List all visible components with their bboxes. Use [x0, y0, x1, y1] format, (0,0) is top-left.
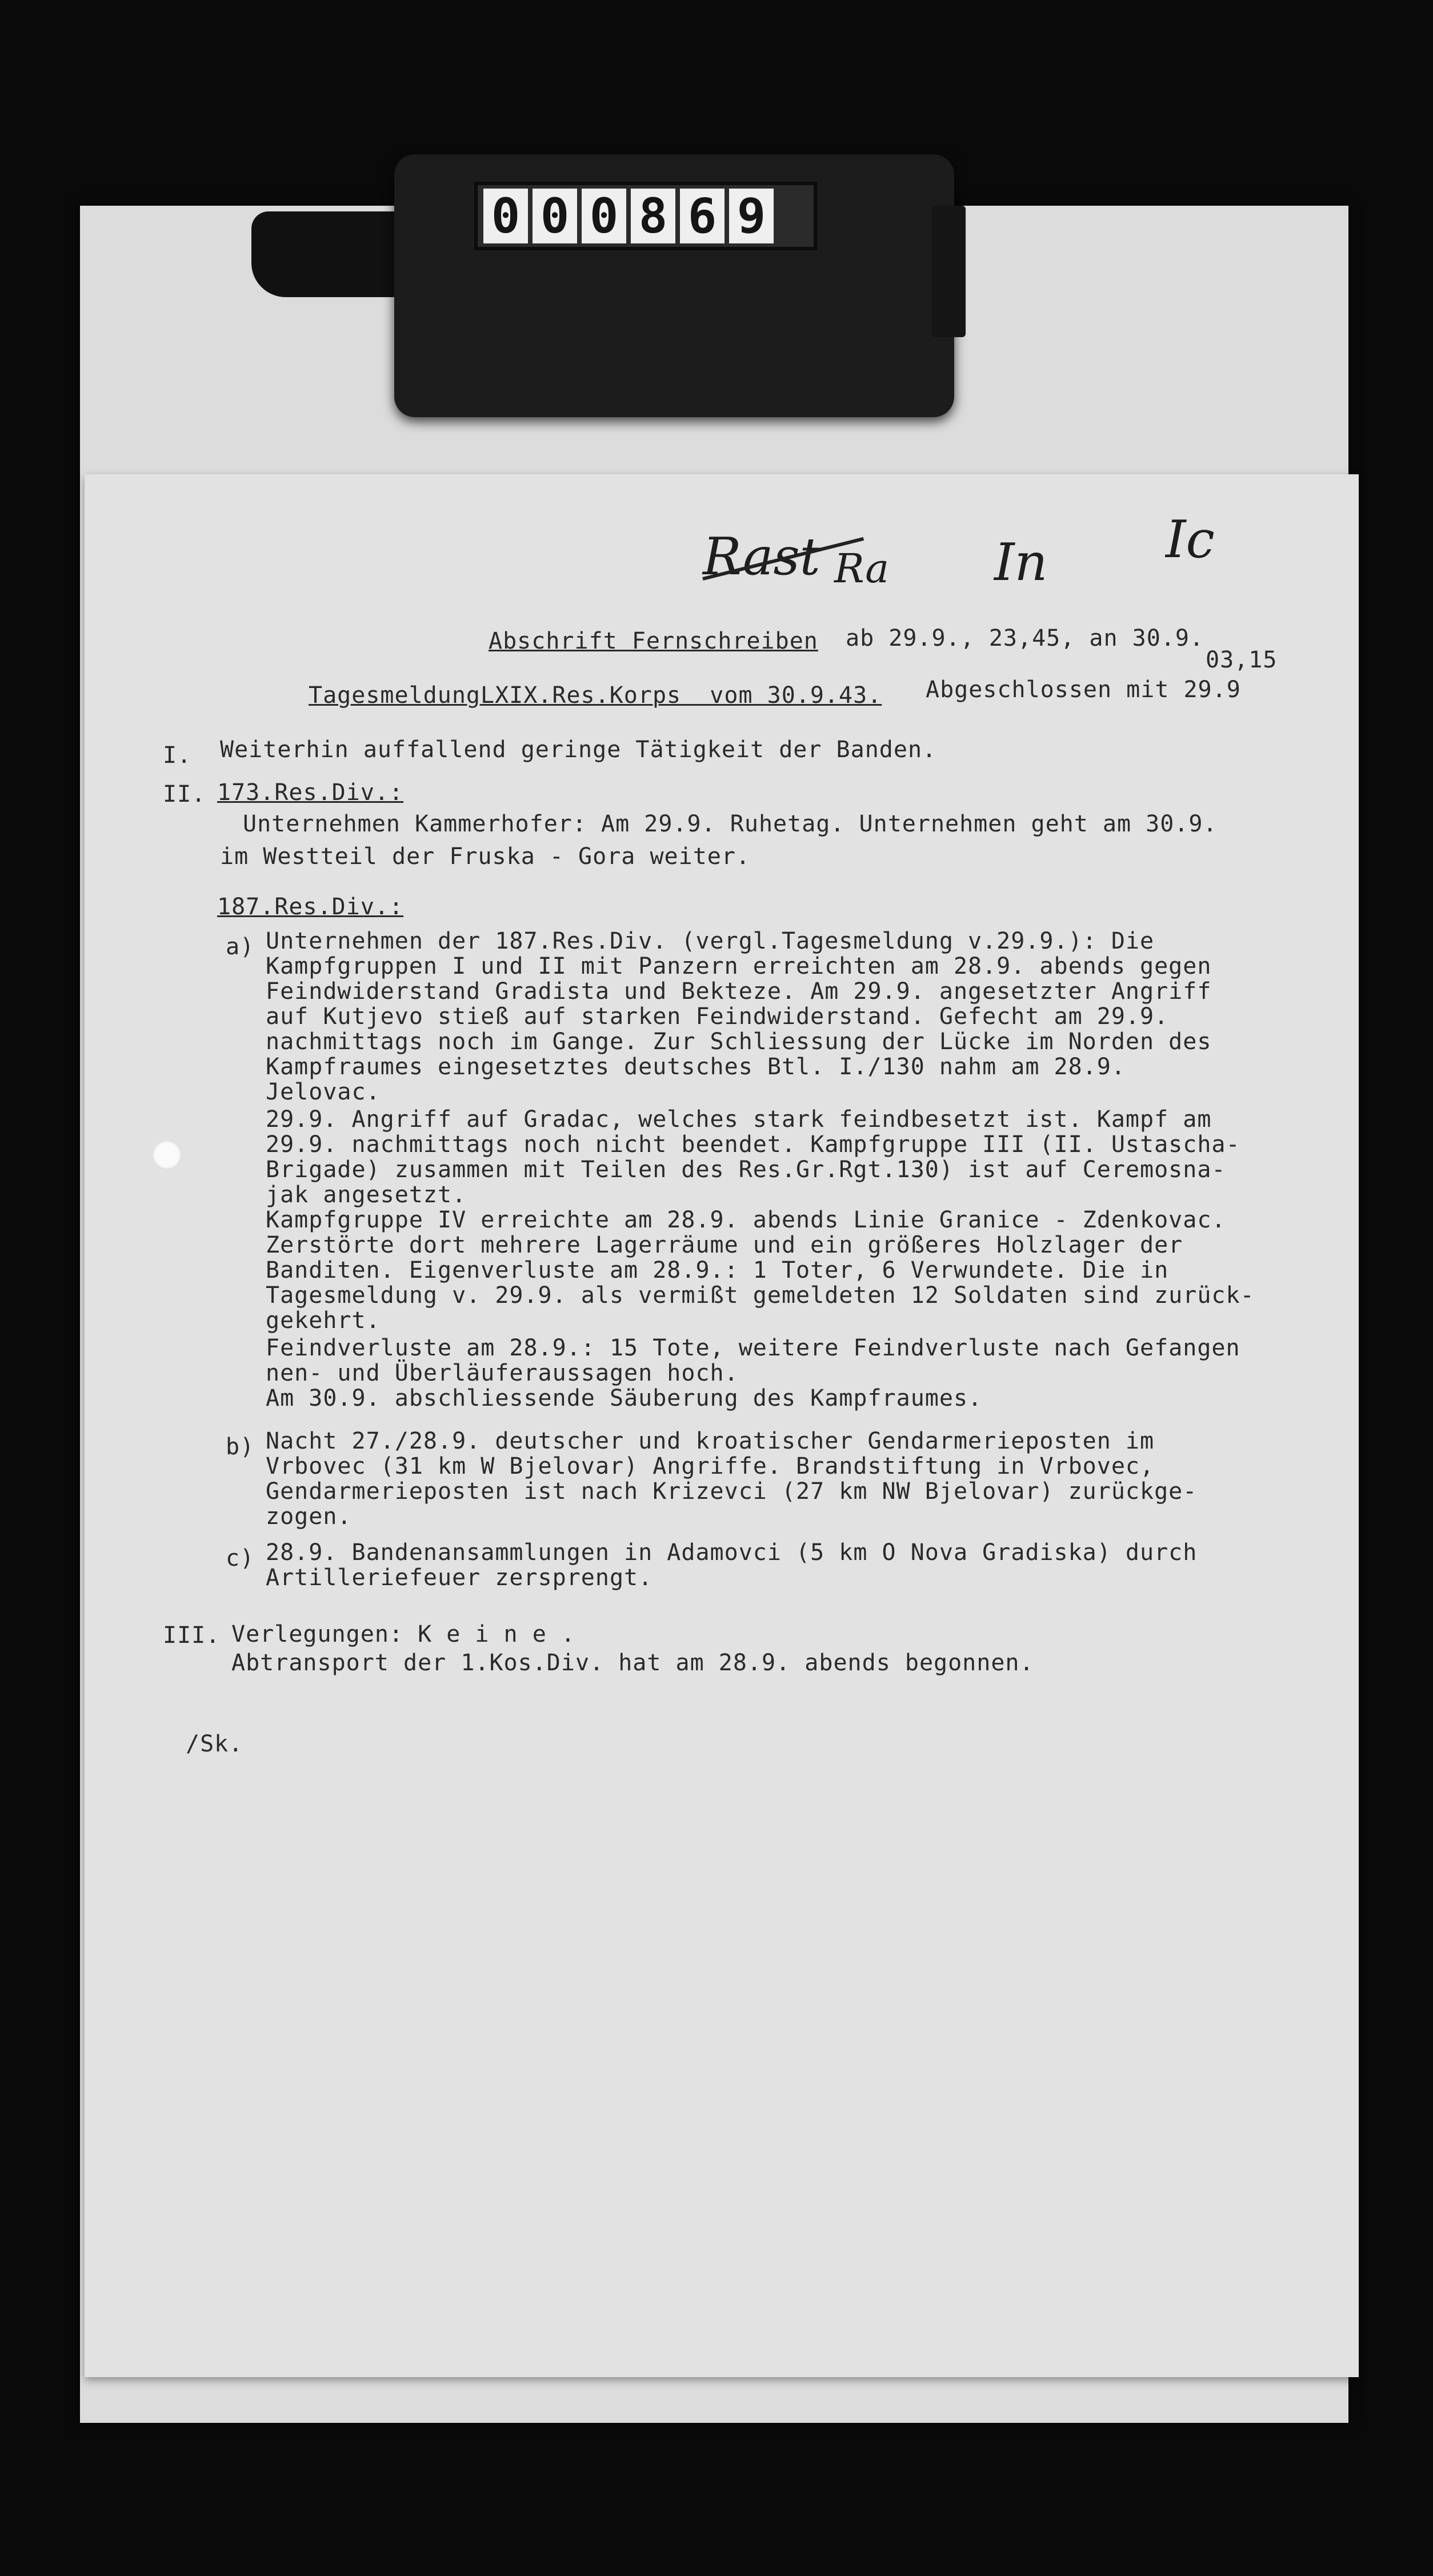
paragraph-line: Zerstörte dort mehrere Lagerräume und ein größeres Holzlager der — [266, 1232, 1183, 1258]
paragraph-line: Gendarmerieposten ist nach Krizevci (27 km NW Bjelovar) zurückge- — [266, 1478, 1198, 1505]
paragraph-line: Am 30.9. abschliessende Säuberung des Kampfraumes. — [266, 1385, 983, 1411]
typist-initials: /Sk. — [186, 1731, 243, 1757]
paragraph-line: Unternehmen Kammerhofer: Am 29.9. Ruhetag. Unternehmen geht am 30.9. — [243, 811, 1218, 837]
section-number: III. — [163, 1622, 221, 1649]
item-label: a) — [226, 934, 255, 960]
paragraph-line: 29.9. Angriff auf Gradac, welches stark feindbesetzt ist. Kampf am — [266, 1106, 1212, 1133]
handwritten-ic-mark: Ic — [1166, 510, 1215, 570]
report-subtitle: TagesmeldungLXIX.Res.Korps vom 30.9.43. — [309, 682, 882, 709]
paragraph-line: Unternehmen der 187.Res.Div. (vergl.Tagesmeldung v.29.9.): Die — [266, 928, 1155, 954]
paragraph-line: Kampfraumes eingesetztes deutsches Btl. I./130 nahm am 28.9. — [266, 1054, 1140, 1080]
paragraph-line: Banditen. Eigenverluste am 28.9.: 1 Toter, 6 Verwundete. Die in — [266, 1257, 1169, 1283]
section-text: Weiterhin auffallend geringe Tätigkeit der Banden. — [220, 737, 937, 763]
paragraph-line: Feindwiderstand Gradista und Bekteze. Am 29.9. angesetzter Angriff — [266, 978, 1212, 1005]
paragraph-line: nen- und Überläuferaussagen hoch. — [266, 1360, 739, 1386]
paragraph-line: im Westteil der Fruska - Gora weiter. — [220, 843, 751, 870]
paragraph-line: Brigade) zusammen mit Teilen des Res.Gr.Rgt.130) ist auf Ceremosna- — [266, 1157, 1226, 1183]
paragraph-line: zogen. — [266, 1503, 352, 1530]
paragraph-line: gekehrt. — [266, 1307, 381, 1334]
paragraph-line: jak angesetzt. — [266, 1182, 467, 1208]
counter-digit: 0 — [483, 189, 528, 243]
paragraph-line: 28.9. Bandenansammlungen in Adamovci (5 km O Nova Gradiska) durch — [266, 1539, 1198, 1566]
paragraph-line: 29.9. nachmittags noch nicht beendet. Kampfgruppe III (II. Ustascha- — [266, 1131, 1240, 1158]
section-number: II. — [163, 781, 206, 807]
report-closing-note: Abgeschlossen mit 29.9 — [926, 677, 1241, 703]
counter-digit: 8 — [631, 189, 675, 243]
paragraph-line: Feindverluste am 28.9.: 15 Tote, weitere Feindverluste nach Gefangen — [266, 1335, 1240, 1361]
paragraph-line: Jelovac. — [266, 1079, 381, 1105]
document-title: Abschrift Fernschreiben — [489, 628, 818, 654]
counter-digit: 0 — [533, 189, 577, 243]
paragraph-line: Nacht 27./28.9. deutscher und kroatischer Gendarmerieposten im — [266, 1428, 1155, 1454]
paragraph-line: nachmittags noch im Gange. Zur Schliessung der Lücke im Norden des — [266, 1029, 1212, 1055]
section-number: I. — [163, 742, 192, 769]
transmission-time-end: 03,15 — [1206, 647, 1278, 673]
counter-digit: 0 — [582, 189, 626, 243]
paragraph-line: Artilleriefeuer zersprengt. — [266, 1565, 653, 1591]
counter-bracket — [931, 206, 966, 337]
paragraph-line: Abtransport der 1.Kos.Div. hat am 28.9. abends begonnen. — [231, 1650, 1034, 1676]
paragraph-line: Vrbovec (31 km W Bjelovar) Angriffe. Brandstiftung in Vrbovec, — [266, 1453, 1155, 1479]
paragraph-line: Kampfgruppe IV erreichte am 28.9. abends Linie Granice - Zdenkovac. — [266, 1207, 1226, 1233]
handwritten-word: Ra — [834, 545, 890, 592]
section-heading: Verlegungen: K e i n e . — [231, 1621, 575, 1647]
handwritten-initials: In — [994, 533, 1048, 593]
counter-window — [474, 182, 817, 250]
counter-digit: 6 — [680, 189, 724, 243]
transmission-time: ab 29.9., 23,45, an 30.9. — [846, 625, 1204, 651]
paragraph-line: Tagesmeldung v. 29.9. als vermißt gemeldeten 12 Soldaten sind zurück- — [266, 1282, 1255, 1309]
division-heading: 173.Res.Div.: — [217, 779, 404, 806]
paragraph-line: auf Kutjevo stieß auf starken Feindwiderstand. Gefecht am 29.9. — [266, 1003, 1169, 1030]
item-label: c) — [226, 1545, 255, 1571]
item-label: b) — [226, 1434, 255, 1460]
punch-hole — [152, 1140, 182, 1170]
paragraph-line: Kampfgruppen I und II mit Panzern erreichten am 28.9. abends gegen — [266, 953, 1212, 979]
division-heading: 187.Res.Div.: — [217, 894, 404, 920]
handwritten-struck-word: Rast — [703, 527, 820, 587]
counter-clip — [251, 211, 400, 297]
counter-digit: 9 — [729, 189, 774, 243]
